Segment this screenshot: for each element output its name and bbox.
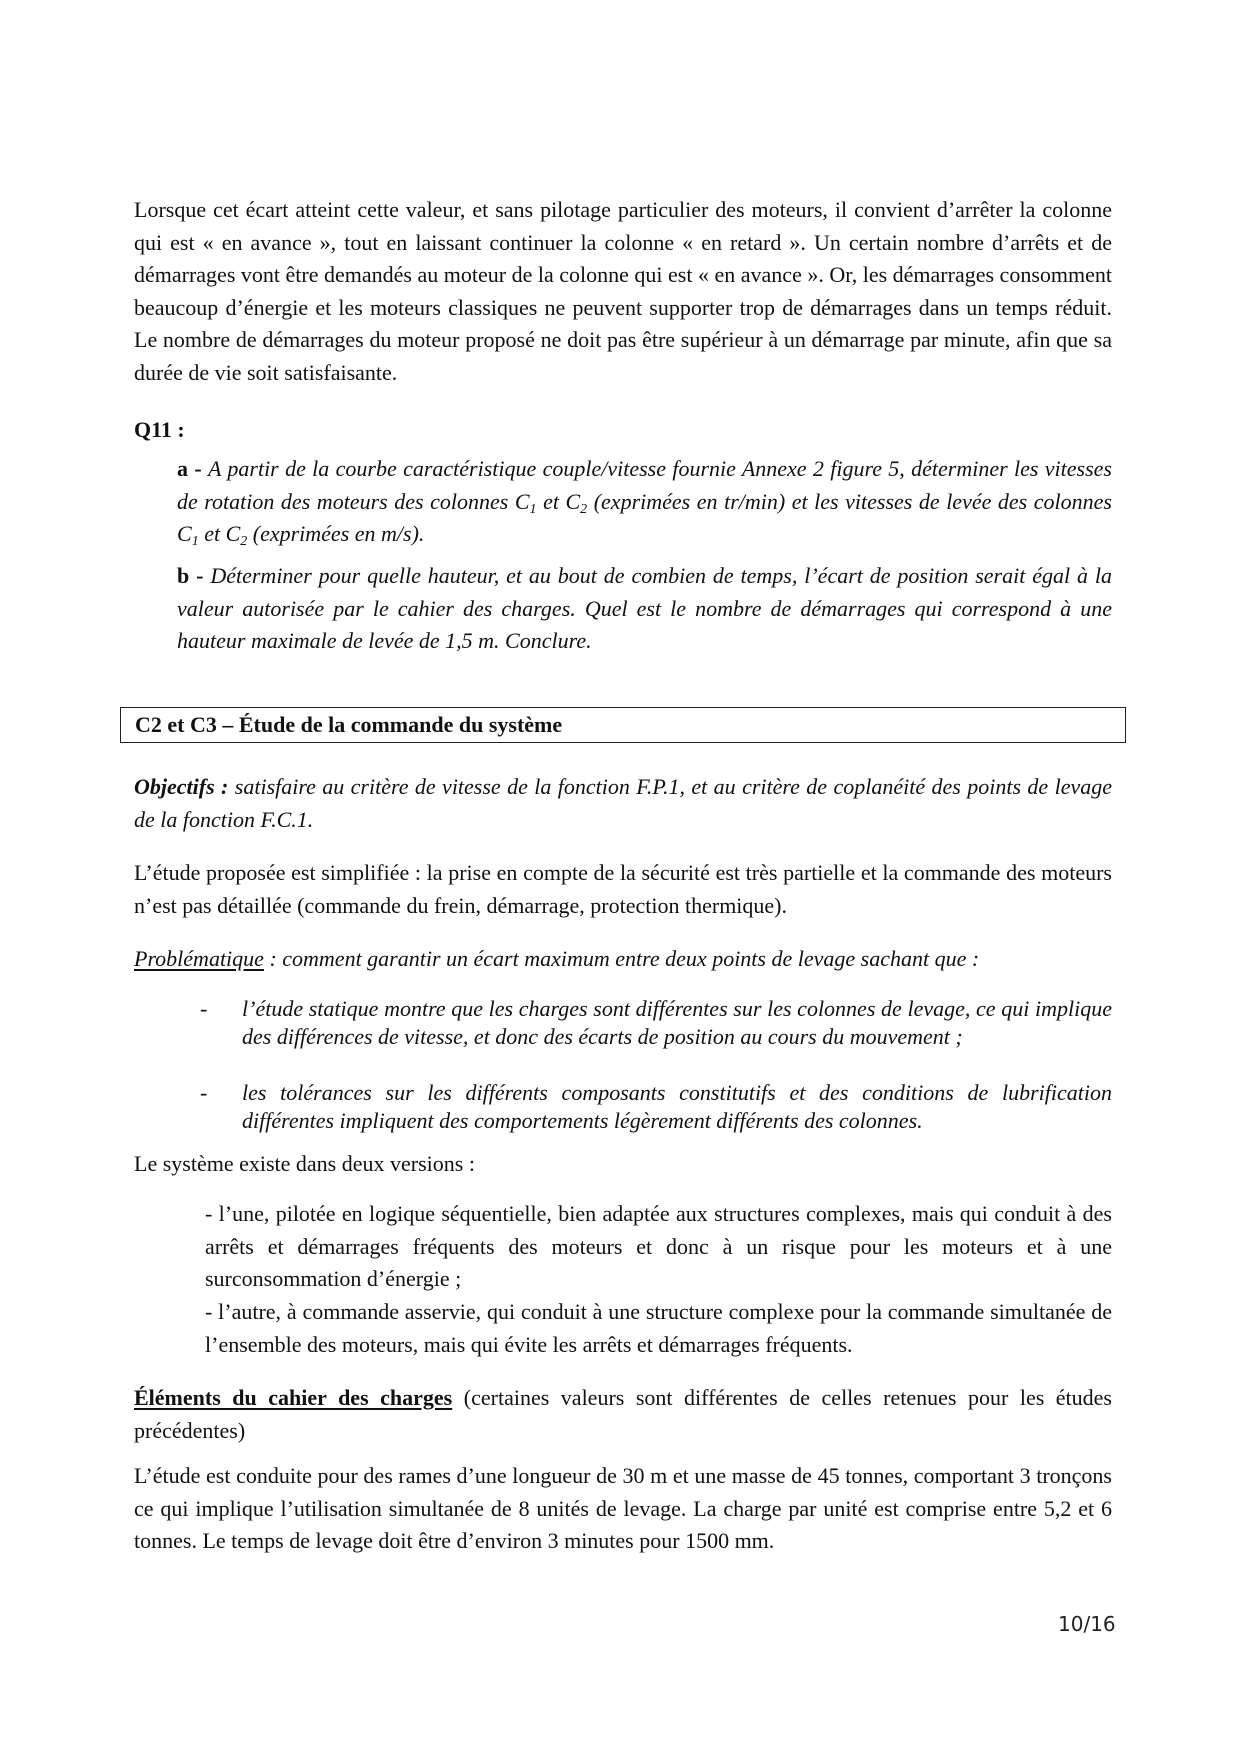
question-a-text-1: A partir de la courbe caractéristique couple/vitesse fournie Annexe 2 figure 5, déterminer les vitesses de rotation des moteurs des colonnes C [177,456,1112,514]
question-b-prefix: b - [177,563,204,588]
etude-paragraph: L’étude proposée est simplifiée : la prise en compte de la sécurité est très partielle et la commande des moteurs n’est pas détaillée (commande du frein, démarrage, protection thermique). [134,860,1112,918]
question-a-prefix: a - [177,456,202,481]
question-a-sub-1: 1 [529,501,537,517]
question-a [177,453,1112,551]
page-number: 10/16 [1058,1612,1116,1636]
question-b-text: Déterminer pour quelle hauteur, et au bout de combien de temps, l’écart de position serait égal à la valeur autorisée par le cahier des charges. Quel est le nombre de démarrages qui correspond à une hauteur maximale de levée de 1,5 m. Conclure. [177,563,1112,653]
section-title: C2 et C3 – Étude de la commande du système [135,712,563,737]
question-a-text-3: (exprimées en tr/min) et les vitesses de levée des colonnes C [177,488,1112,546]
final-paragraph: L’étude est conduite pour des rames d’une longueur de 30 m et une masse de 45 tonnes, comportant 3 tronçons ce qui implique l’utilisation simultanée de 8 unités de levage. La charge par unité est comprise entre 5,2 et 6 tonnes. Le temps de levage doit être d’environ 3 minutes pour 1500 mm. [134,1463,1112,1553]
bullet-dash: - [200,1080,208,1105]
question-a-sub-2: 2 [580,501,588,517]
cahier-label: Éléments du cahier des charges [134,1385,453,1410]
version-1: - l’une, pilotée en logique séquentielle, bien adaptée aux structures complexes, mais qui conduit à des arrêts et démarrages fréquents des moteurs et donc à un risque pour les moteurs et à une surconsommation d’énergie ; [205,1201,1112,1291]
problematique-paragraph [134,943,1112,976]
cahier-text: (certaines valeurs sont différentes de celles retenues pour les études précédentes) [134,1385,1112,1443]
objectifs-text: satisfaire au critère de vitesse de la fonction F.P.1, et au critère de coplanéité des points de levage de la fonction F.C.1. [134,774,1112,832]
version-2: - l’autre, à commande asservie, qui conduit à une structure complexe pour la commande simultanée de l’ensemble des moteurs, mais qui évite les arrêts et démarrages fréquents. [205,1299,1112,1357]
problematique-label: Problématique [134,946,264,971]
question-a-text-2: et C [536,488,581,514]
section-heading-box [120,707,1126,743]
question-a-sub-4: 2 [240,534,248,549]
question-a-text-5: (exprimées en m/s). [247,521,425,546]
intro-paragraph: Lorsque cet écart atteint cette valeur, et sans pilotage particulier des moteurs, il convient d’arrêter la colonne qui est « en avance », tout en laissant continuer la colonne « en retard ». Un certain nombre d’arrêts et de démarrages vont être demandés au moteur de la colonne qui est « en avance ». Or, les démarrages consomment beaucoup d’énergie et les moteurs classiques ne peuvent supporter trop de démarrages dans un temps réduit. Le nombre de démarrages du moteur proposé ne doit pas être supérieur à un démarrage par minute, afin que sa durée de vie soit satisfaisante. [134,197,1112,385]
question-b [177,560,1112,658]
objectifs-paragraph [134,771,1112,836]
question-a-text-4: et C [198,521,241,546]
bullet-text: les tolérances sur les différents composants constitutifs et des conditions de lubrification différentes impliquent des comportements légèrement différents des colonnes. [242,1080,1112,1133]
problematique-text: : comment garantir un écart maximum entre deux points de levage sachant que : [263,946,980,971]
versions-intro: Le système existe dans deux versions : [134,1151,475,1176]
bullet-text: l’étude statique montre que les charges sont différentes sur les colonnes de levage, ce qui implique des différences de vitesse, et donc des écarts de position au cours du mouvement ; [242,996,1112,1049]
objectifs-label: Objectifs : [134,774,229,799]
question-label: Q11 : [134,417,185,442]
cahier-paragraph [134,1382,1112,1447]
question-a-sub-3: 1 [191,534,199,549]
bullet-dash: - [200,996,208,1021]
